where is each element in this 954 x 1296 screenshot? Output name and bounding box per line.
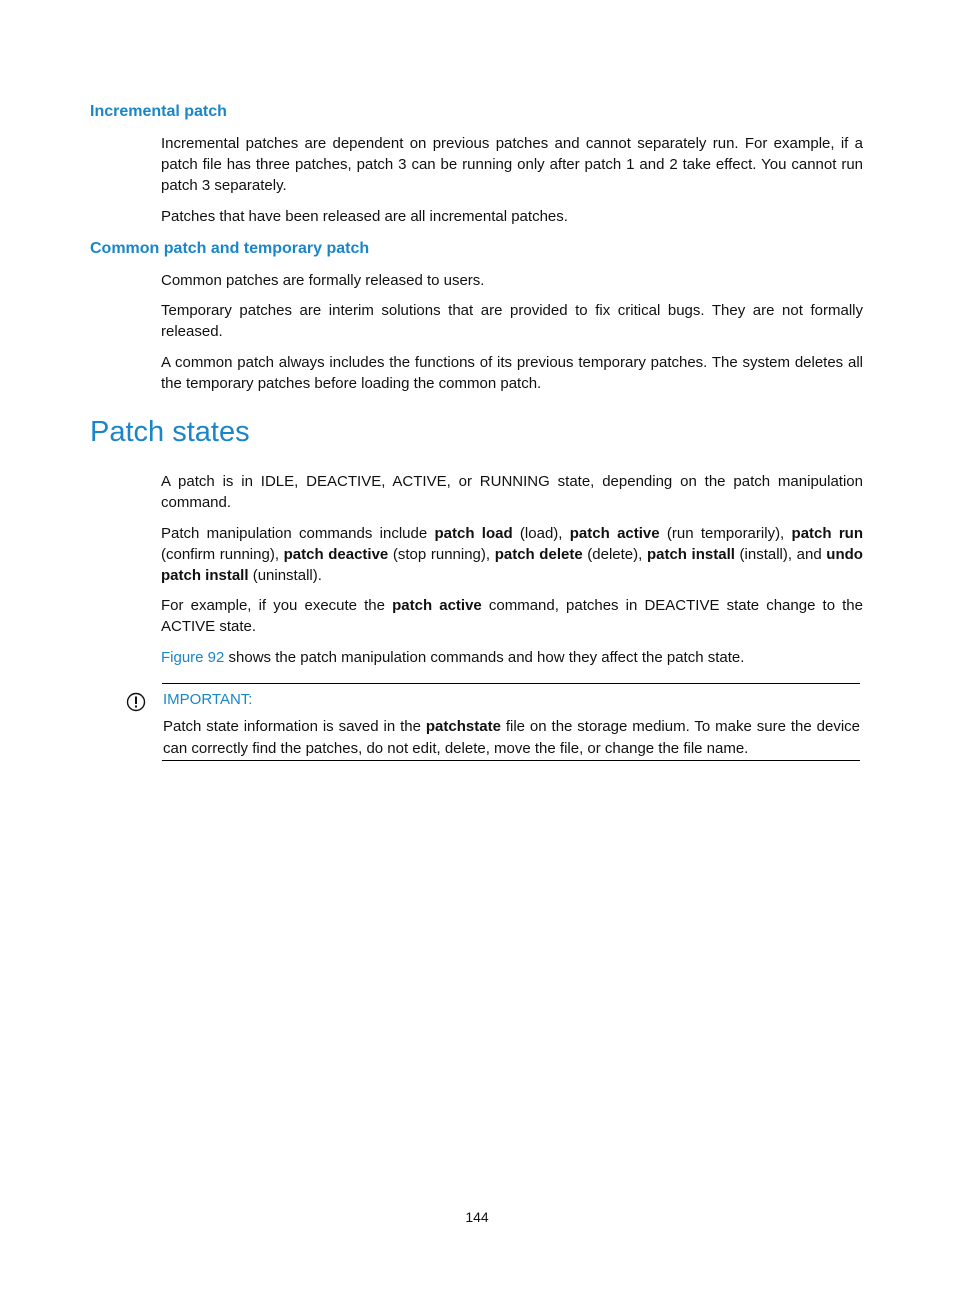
note-label: IMPORTANT: xyxy=(163,691,253,708)
paragraph-states-example xyxy=(161,595,863,637)
heading-common-temporary-patch: Common patch and temporary patch xyxy=(90,240,370,257)
text-run: (run temporarily), xyxy=(659,525,792,542)
paragraph-common-2: Temporary patches are interim solutions that are provided to fix critical bugs. They are not formally released. xyxy=(161,302,863,340)
command-patch-delete: patch delete xyxy=(494,546,583,563)
text-run: Patch state information is saved in the xyxy=(163,718,426,735)
paragraph-common-1: Common patches are formally released to users. xyxy=(161,272,485,289)
text-run: (delete), xyxy=(582,546,647,563)
text-run: shows the patch manipulation commands and how they affect the patch state. xyxy=(224,649,745,666)
command-undo-patch-install: undo patch install xyxy=(161,546,863,584)
command-patch-load: patch load xyxy=(434,525,513,542)
text-run: For example, if you execute the xyxy=(161,597,393,614)
paragraph-incremental-2: Patches that have been released are all incremental patches. xyxy=(161,208,568,225)
note-top-rule xyxy=(162,683,860,684)
paragraph-common-3: A common patch always includes the functions of its previous temporary patches. The system deletes all the temporary patches before loading the common patch. xyxy=(161,354,863,392)
text-run: Patch manipulation commands include xyxy=(161,525,435,542)
note-bottom-rule xyxy=(162,760,860,761)
text-run: (uninstall). xyxy=(248,567,322,584)
paragraph-states-figure-ref xyxy=(161,647,863,668)
text-run: file on the storage medium. To make sure the device can correctly find the patches, do not edit, delete, move the file, or change the file name. xyxy=(163,718,860,757)
command-patch-run: patch run xyxy=(791,525,863,542)
figure-92-link[interactable]: Figure 92 xyxy=(161,649,225,666)
text-run: command, patches in DEACTIVE state change to the ACTIVE state. xyxy=(161,597,863,635)
file-patchstate: patchstate xyxy=(425,718,501,735)
page-number: 144 xyxy=(465,1209,489,1225)
text-run: (install), and xyxy=(734,546,827,563)
text-run: (stop running), xyxy=(388,546,495,563)
paragraph-states-commands xyxy=(161,523,863,586)
heading-incremental-patch: Incremental patch xyxy=(90,103,227,120)
paragraph-incremental-1: Incremental patches are dependent on previous patches and cannot separately run. For example, if a patch file has three patches, patch 3 can be running only after patch 1 and 2 take effect. You cannot run patch 3 separately. xyxy=(161,135,863,194)
important-icon xyxy=(126,692,146,712)
command-patch-deactive: patch deactive xyxy=(283,546,389,563)
command-patch-active: patch active xyxy=(569,525,660,542)
important-note xyxy=(126,683,860,761)
command-patch-active: patch active xyxy=(392,597,482,614)
command-patch-install: patch install xyxy=(646,546,735,563)
heading-patch-states: Patch states xyxy=(90,416,250,448)
paragraph-states-1: A patch is in IDLE, DEACTIVE, ACTIVE, or RUNNING state, depending on the patch manipulation command. xyxy=(161,473,863,511)
text-run: (load), xyxy=(512,525,570,542)
note-body xyxy=(163,716,860,760)
text-run: (confirm running), xyxy=(161,546,284,563)
